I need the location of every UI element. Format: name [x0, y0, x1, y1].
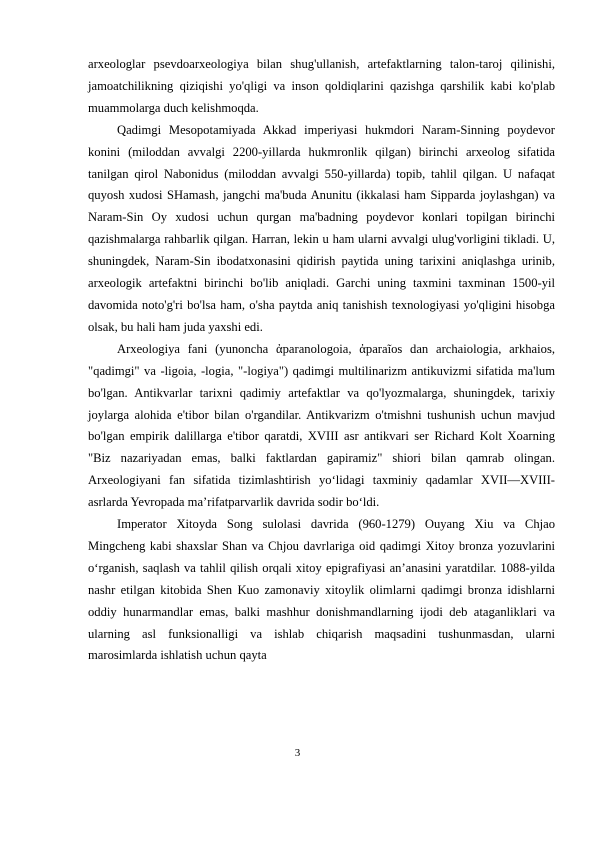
- document-body: [88, 54, 555, 667]
- paragraph-continuation: arxeologlar psevdoarxeologiya bilan shug'ullanish, artefaktlarning talon-taroj qilinishi, jamoatchilikning qiziqishi yo'qligi va inson qoldiqlarini qazishga qarshilik kabi ko'plab muammolarga duch kelishmoqda.: [88, 57, 555, 115]
- paragraph-archaeology-science: Arxeologiya fani (yunoncha ἀparanologoia, ἀparaĩos dan archaiologia, arkhaios, "qadimgi" va -ligoia, -logia, "-logiya") qadimgi multilinarizm antikuvizmi sifatida ma'lum bo'lgan. Antikvarlar tarixni qadimiy artefaktlar va qo'lyozmalarga, shuningdek, tarixiy joylarga alohida e'tibor bilan o'rgandilar. Antikvarizm o'tmishni tushunish uchun mavjud bo'lgan empirik dalillarga e'tibor qaratdi, XVIII asr antikvari ser Richard Kolt Xoarning "Biz nazariyadan emas, balki faktlardan gapiramiz" shiori bilan qamrab olingan. Arxeologiyani fan sifatida tizimlashtirish yoʻlidagi taxminiy qadamlar XVII—XVIII-asrlarda Yevropada maʼrifatparvarlik davrida sodir boʻldi.: [88, 341, 555, 510]
- paragraph-song-dynasty: Imperator Xitoyda Song sulolasi davrida (960-1279) Ouyang Xiu va Chjao Mingcheng kabi shaxslar Shan va Chjou davrlariga oid qadimgi Xitoy bronza yozuvlarini oʻrganish, saqlash va tahlil qilish orqali xitoy epigrafiyasi anʼanasini yaratdilar. 1088-yilda nashr etilgan kitobida Shen Kuo zamonaviy xitoylik olimlarni qadimgi bronza idishlarni oddiy hunarmandlar emas, balki mashhur donishmandlarning ijodi deb ataganliklari va ularning asl funksionalligi va ishlab chiqarish maqsadini tushunmasdan, ularni marosimlarda ishlatish uchun qayta: [88, 517, 555, 663]
- page-number: 3: [294, 747, 301, 759]
- paragraph-mesopotamia: Qadimgi Mesopotamiyada Akkad imperiyasi hukmdori Naram-Sinning poydevor konini (miloddan avvalgi 2200-yillarda hukmronlik qilgan) birinchi arxeolog sifatida tanilgan qirol Nabonidus (miloddan avvalgi 550-yillarda) topib, tahlil qilgan. U nafaqat quyosh xudosi SHamash, jangchi ma'buda Anunitu (ikkalasi ham Sipparda joylashgan) va Naram-Sin Oy xudosi uchun qurgan ma'badning poydevor konlari topilgan birinchi qazishmalarga rahbarlik qilgan. Harran, lekin u ham ularni avvalgi ulug'vorligini tikladi. U, shuningdek, Naram-Sin ibodatxonasini qidirish paytida uning tarixini aniqlashga urinib, arxeologik artefaktni birinchi bo'lib aniqladi. Garchi uning taxmini taxminan 1500-yil davomida noto'g'ri bo'lsa ham, o'sha paytda aniq tanishish texnologiyasi yo'qligini hisobga olsak, bu hali ham juda yaxshi edi.: [88, 122, 555, 334]
